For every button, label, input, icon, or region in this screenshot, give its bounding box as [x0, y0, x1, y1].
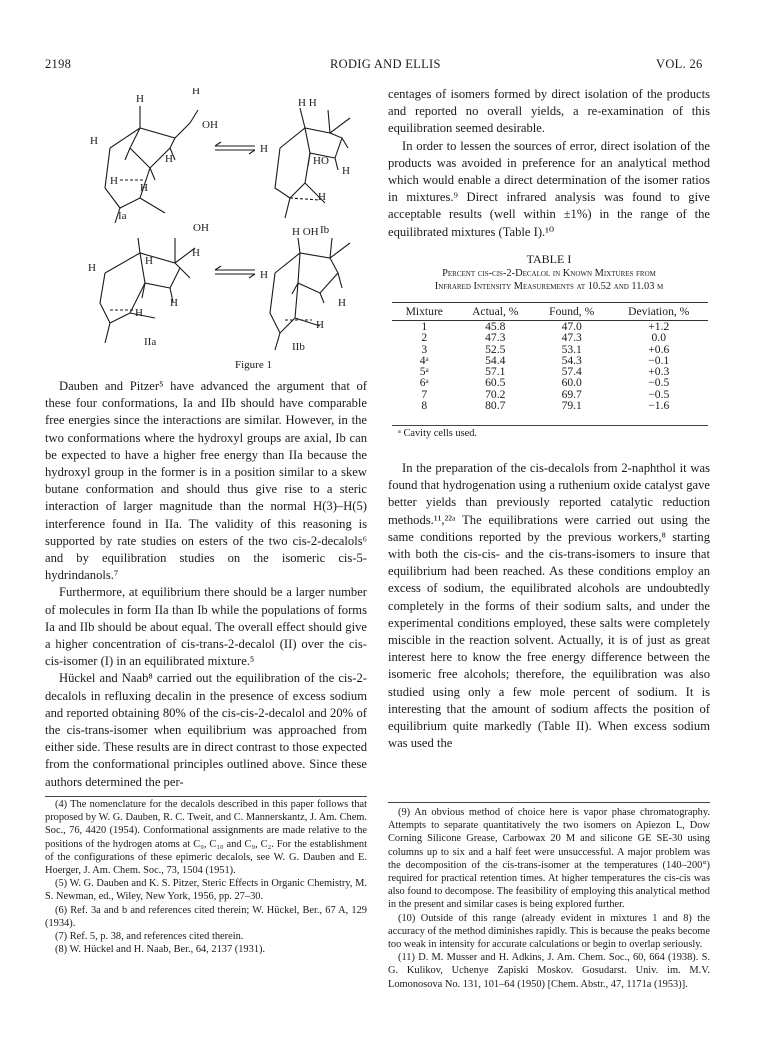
- table-cell: 57.4: [561, 365, 582, 379]
- table-cell: 54.4: [485, 353, 506, 367]
- running-title: RODIG AND ELLIS: [330, 57, 441, 71]
- table-title: [388, 268, 710, 293]
- table-header-row: [392, 303, 708, 321]
- label-h: H: [110, 175, 118, 187]
- table-cell: 60.0: [561, 376, 582, 390]
- footnote: (5) W. G. Dauben and K. S. Pitzer, Steric Effects in Organic Chemistry, M. S. Newman, ed., Wiley, New York, 1956, pp. 27–30.: [45, 878, 367, 903]
- footnote: (6) Ref. 3a and b and references cited therein; W. Hückel, Ber., 67 A, 129 (1934).: [45, 904, 367, 929]
- label-hh: H H: [298, 97, 317, 109]
- figure-1-conformations: [80, 88, 380, 388]
- table-title-line: Infrared Intensity Measurements at 10.52 and 11.03 μ: [434, 280, 664, 292]
- figure-caption: Figure 1: [235, 359, 272, 371]
- label-ia: Ia: [118, 210, 127, 222]
- table-cell: −0.5: [648, 376, 670, 390]
- column-header: Actual, %: [457, 303, 534, 321]
- label-h: H: [145, 255, 153, 267]
- label-iib: IIb: [292, 341, 305, 353]
- table-cell: 53.1: [561, 342, 582, 356]
- table-cell: 7: [421, 387, 428, 401]
- column-header: Found, %: [534, 303, 610, 321]
- table-label: TABLE I: [526, 252, 572, 266]
- label-ho: HO: [313, 155, 329, 167]
- table-cell: 2: [421, 331, 428, 345]
- table-cell: 1: [421, 320, 428, 333]
- table-cell: 69.7: [561, 387, 582, 401]
- label-h: H: [338, 297, 346, 309]
- table-cell: 45.8: [485, 320, 506, 333]
- label-h: H: [318, 191, 326, 203]
- table-cell: 57.1: [485, 365, 506, 379]
- table-cell: 47.3: [561, 331, 582, 345]
- right-column-main: [388, 460, 710, 752]
- volume-number: VOL. 26: [656, 57, 703, 71]
- paragraph: centages of isomers formed by direct isolation of the products and reported no overall yields, a re-examination of this equilibration seemed desirable.: [388, 87, 710, 136]
- table-cell: 47.3: [485, 331, 506, 345]
- paragraph: In order to lessen the sources of error, direct isolation of the products was avoided in preference for an analytical method which would enable a direct determination of the isomer ratios in mixtures.⁹ Direct infrared analysis was found to give acceptable results (well within ±1%) in the range of the equilibrated mixtures (Table I).¹⁰: [388, 138, 710, 239]
- footnote-rule: [45, 796, 367, 797]
- figure-atom-labels: [88, 88, 350, 353]
- label-iia: IIa: [144, 336, 157, 348]
- column-header: Deviation, %: [610, 303, 709, 321]
- table-cell: −0.1: [648, 353, 670, 367]
- table-cell: 52.5: [485, 342, 506, 356]
- label-h: H: [140, 182, 148, 194]
- footnote: (9) An obvious method of choice here is vapor phase chromatography. Attempts to separate quantitatively the two isomers on Apiezon L, Dow Corning Silicone Grease, Carbowax 20 M and silicone GE SE-30 using columns up to six and a half feet were unsuccessful. A major problem was the decomposition of the cis-trans-isomer at the temperatures (140–200°) required for practical retention times. At higher temperatures the cis-cis was also found to decompose. The feasibility of employing this analytical method in the present and similar cases is being explored further.: [388, 807, 710, 911]
- paragraph: Furthermore, at equilibrium there should be a larger number of molecules in form IIa than Ib while the populations of forms Ia and IIb should be about equal. The overall effect should give a higher concentration of cis-trans-2-decalol (II) over the cis-cis-isomer (I) in an equilibrated mixture.⁵: [45, 585, 367, 669]
- footnote-rule: [388, 802, 710, 803]
- label-h: H: [136, 93, 144, 105]
- table-cell: 3: [421, 342, 428, 356]
- table-cell: 0.0: [651, 331, 666, 345]
- table-cell: 80.7: [485, 399, 506, 413]
- page-number: 2198: [45, 57, 72, 71]
- footnote: (7) Ref. 5, p. 38, and references cited therein.: [55, 931, 244, 943]
- table-cell: 4ᵃ: [419, 353, 429, 367]
- table-cell: −1.6: [648, 399, 670, 413]
- table-footnote: ᵃ Cavity cells used.: [398, 428, 478, 439]
- data-table: [392, 302, 708, 411]
- table-bottom-rule: [392, 425, 708, 426]
- label-h: H: [316, 319, 324, 331]
- table-cell: 5ᵃ: [419, 365, 429, 379]
- footnote: (8) W. Hückel and H. Naab, Ber., 64, 2137 (1931).: [55, 944, 266, 956]
- label-h: H: [135, 307, 143, 319]
- label-h: H: [165, 153, 173, 165]
- label-h: H: [88, 262, 96, 274]
- column-header: Mixture: [392, 303, 457, 321]
- paragraph: Dauben and Pitzer⁵ have advanced the argument that of these four conformations, Ia and IIb should have comparable free energies since the interactions are similar. However, in the two conformations where the hydroxyl groups are axial, Ib can be expected to have a higher free energy than IIa because the hydroxyl group in the former is in a position similar to a skew butane conformation and should thus give rise to a steric interaction of larger magnitude than the normal H(3)–H(5) interference found in IIa. The validity of this reasoning is supported by rate studies on esters of the two cis-2-decalols⁶ and by equilibration studies on the isomeric cis-5-hydrindanols.⁷: [45, 379, 367, 583]
- table-cell: 79.1: [561, 399, 582, 413]
- table-cell: +0.6: [648, 342, 670, 356]
- footnote: (10) Outside of this range (already evident in mixtures 1 and 8) the accuracy of the method diminishes rapidly. This is because the peaks become too weak in intensity for accurate calculations or begin to overlap seriously.: [388, 912, 710, 951]
- table-cell: −0.5: [648, 387, 670, 401]
- table-cell: 47.0: [561, 320, 582, 333]
- paragraph: Hückel and Naab⁸ carried out the equilibration of the cis-2-decalols in refluxing decalin in the presence of excess sodium and reported obtaining 80% of the cis-cis-2-decalol and 20% of the cis-trans-isomer when equilibrium was approached from either side. These results are in direct contrast to those expected from the conformational principles outlined above. Since these authors determined the per-: [45, 671, 367, 789]
- footnote: (11) D. M. Musser and H. Adkins, J. Am. Chem. Soc., 60, 664 (1938). S. G. Kulikov, Uchenye Zapiski Moskov. Gosudarst. Univ. im. M.V. Lomonosova No. 131, 101–64 (1950) [Chem. Abstr., 47, 1171a (1953)].: [388, 952, 710, 990]
- left-column-text: [45, 378, 367, 791]
- table-row: [392, 400, 708, 411]
- paragraph: In the preparation of the cis-decalols from 2-naphthol it was found that hydrogenation using a ruthenium oxide catalyst gave better yields than previously reported catalytic reduction methods.¹¹,²²ᵃ The equilibrations were carried out using the same conditions reported by the previous workers,⁸ starting with both the cis-cis- and the cis-trans-isomers to insure that equilibrium had been reached. As these conditions employ an excess of sodium, the equilibrated alcohols are undoubtedly completely in the forms of their sodium salts, and under the experimental conditions employed, these salts were completely miscible in the reaction solvent. Actually, it is of just as great interest here to know the free energy difference between the isomeric free alcohols; therefore, the equilibration was also studied using only a few mole percent of sodium. It is interesting that the amount of sodium affects the position of equilibrium quite markedly (Table II). When excess sodium was used the: [388, 461, 710, 751]
- right-column-top: [388, 86, 710, 241]
- left-footnotes: [45, 798, 367, 956]
- table-cell: +0.3: [648, 365, 670, 379]
- label-h: H: [342, 165, 350, 177]
- table-cell: 8: [421, 399, 428, 413]
- table-cell: 60.5: [485, 376, 506, 390]
- label-oh: OH: [202, 119, 218, 131]
- table-cell: +1.2: [648, 320, 670, 333]
- label-ib: Ib: [320, 224, 330, 236]
- label-h: H: [170, 297, 178, 309]
- table-row: [392, 332, 708, 343]
- table-cell: 6ᵃ: [419, 376, 429, 390]
- table-title-line: Percent cis-cis-2-Decalol in Known Mixtures from: [442, 268, 656, 279]
- footnote: (4) The nomenclature for the decalols described in this paper follows that proposed by W. G. Dauben, R. C. Tweit, and C. Mannerskantz, J. Am. Chem. Soc., 76, 4420 (1954). Conformational assignments are made relative to the positions of the hydrogen atoms at C₉, C₁₀ and C₉, C₂. For the establishment of the configurations of these epimeric decalols, see W. G. Dauben and E. Hoerger, J. Am. Chem. Soc., 73, 1504 (1951).: [45, 799, 367, 877]
- label-h: H: [192, 247, 200, 259]
- label-h: H: [260, 143, 268, 155]
- right-footnotes: [388, 806, 710, 991]
- label-h: H: [260, 269, 268, 281]
- table-cell: 70.2: [485, 387, 506, 401]
- label-hoh: H OH: [292, 226, 319, 238]
- label-h: H: [192, 88, 200, 97]
- table-cell: 54.3: [561, 353, 582, 367]
- label-h: H: [90, 135, 98, 147]
- label-oh: OH: [193, 222, 209, 234]
- table-body: [392, 321, 708, 412]
